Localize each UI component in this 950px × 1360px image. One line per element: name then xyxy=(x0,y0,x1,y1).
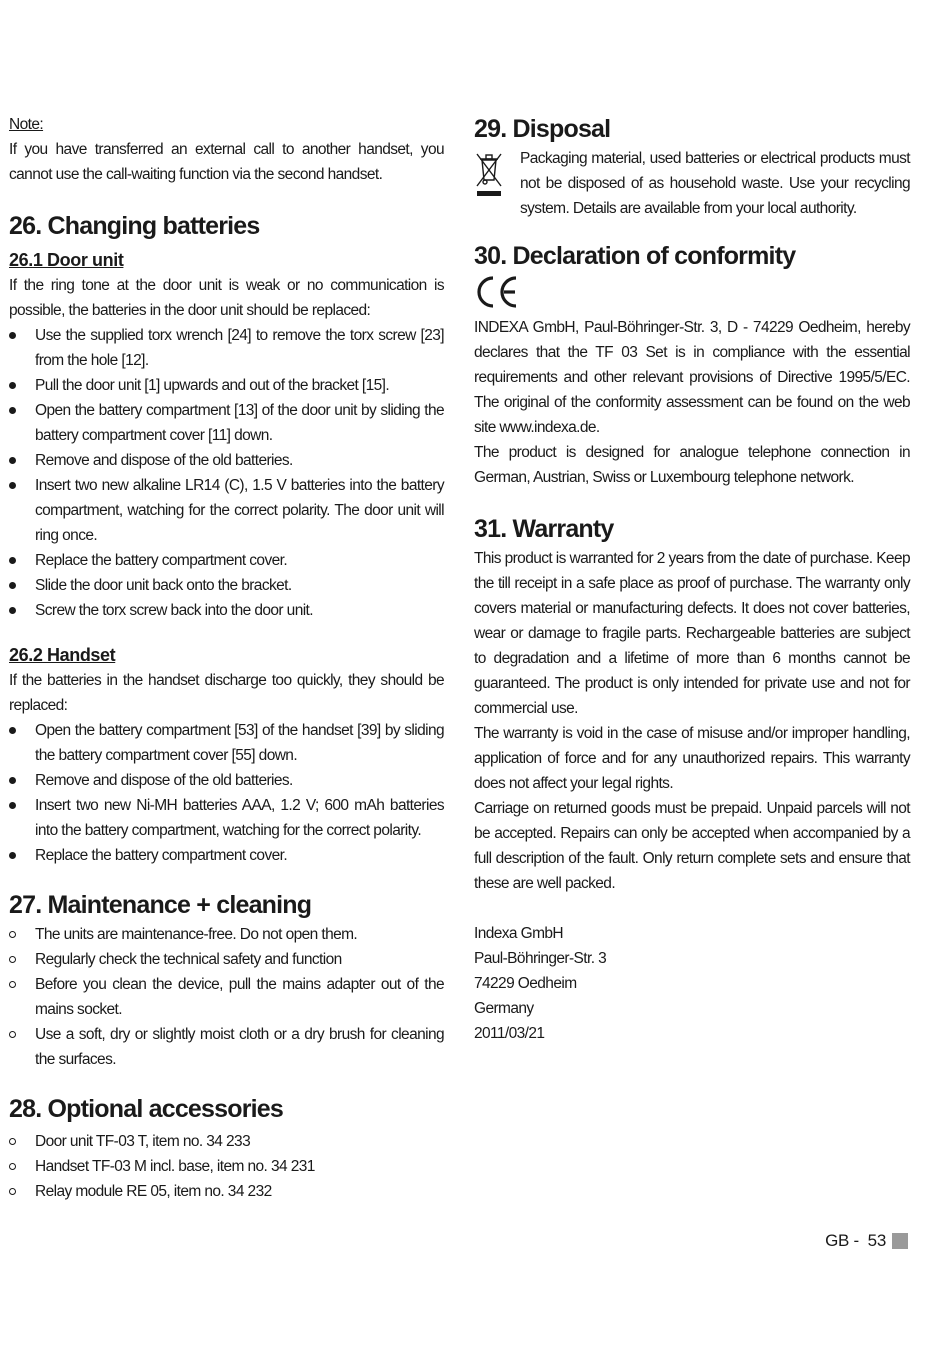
address-line: Germany xyxy=(474,1000,534,1017)
company-address xyxy=(474,921,910,1046)
list-item: The units are maintenance-free. Do not open them. xyxy=(9,922,444,947)
conformity-paragraph-1: INDEXA GmbH, Paul-Böhringer-Str. 3, D - 74229 Oedheim, hereby declares that the TF 03 Set is in compliance with the essential requirements and other relevant provisions of Directive 1995/5/EC. The original of the conformity assessment can be found on the web site www.indexa.de. xyxy=(474,319,910,436)
conformity-paragraph-2: The product is designed for analogue telephone connection in German, Austrian, Swiss or Luxembourg telephone network. xyxy=(474,444,910,486)
warranty-paragraph-1: This product is warranted for 2 years from the date of purchase. Keep the till receipt in a safe place as proof of purchase. The warranty only covers material or manufacturing defects. It does not cover batteries, wear or damage to fragile parts. Rechargeable batteries are subject to degradation and a lifetime of more than 6 months cannot be guaranteed. The product is only intended for private use and not for commercial use. xyxy=(474,550,910,717)
list-item: Screw the torx screw back into the door unit. xyxy=(9,598,444,623)
list-item: Pull the door unit [1] upwards and out of the bracket [15]. xyxy=(9,373,444,398)
section-26-1-list xyxy=(9,323,444,623)
list-item: Relay module RE 05, item no. 34 232 xyxy=(9,1179,444,1204)
list-item: Open the battery compartment [13] of the door unit by sliding the battery compartment cover [11] down. xyxy=(9,398,444,448)
section-26-2-heading: 26.2 Handset xyxy=(9,645,116,665)
warranty-paragraph-2: The warranty is void in the case of misuse and/or improper handling, application of force and for any unauthorized repairs. This warranty does not affect your legal rights. xyxy=(474,725,910,792)
page-number: GB - 53 xyxy=(825,1231,886,1250)
list-item: Insert two new Ni-MH batteries AAA, 1.2 V; 600 mAh batteries into the battery compartment, watching for the correct polarity. xyxy=(9,793,444,843)
section-26-2-intro: If the batteries in the handset discharge too quickly, they should be replaced: xyxy=(9,672,444,714)
section-26-heading: 26. Changing batteries xyxy=(9,212,260,240)
address-line: 74229 Oedheim xyxy=(474,975,577,992)
section-27-heading: 27. Maintenance + cleaning xyxy=(9,891,312,919)
list-item: Handset TF-03 M incl. base, item no. 34 231 xyxy=(9,1154,444,1179)
list-item: Remove and dispose of the old batteries. xyxy=(9,448,444,473)
disposal-text: Packaging material, used batteries or electrical products must not be disposed of as household waste. Use your recycling system. Details are available from your local authority. xyxy=(520,150,910,217)
right-column xyxy=(474,112,910,1046)
section-27-list xyxy=(9,922,444,1072)
left-column xyxy=(9,112,444,1204)
section-26-1-heading: 26.1 Door unit xyxy=(9,250,124,270)
address-line: Paul-Böhringer-Str. 3 xyxy=(474,950,607,967)
address-line: 2011/03/21 xyxy=(474,1025,545,1042)
page-marker-square xyxy=(892,1233,908,1249)
list-item: Door unit TF-03 T, item no. 34 233 xyxy=(9,1129,444,1154)
list-item: Replace the battery compartment cover. xyxy=(9,548,444,573)
crossed-out-wheelie-bin-icon xyxy=(474,150,504,198)
list-item: Before you clean the device, pull the mains adapter out of the mains socket. xyxy=(9,972,444,1022)
address-line: Indexa GmbH xyxy=(474,925,564,942)
section-28-list xyxy=(9,1129,444,1204)
section-26-1-intro: If the ring tone at the door unit is weak or no communication is possible, the batteries in the door unit should be replaced: xyxy=(9,277,444,319)
list-item: Slide the door unit back onto the bracket. xyxy=(9,573,444,598)
section-29-heading: 29. Disposal xyxy=(474,115,611,143)
section-31-heading: 31. Warranty xyxy=(474,515,614,543)
list-item: Regularly check the technical safety and function xyxy=(9,947,444,972)
note-label: Note: xyxy=(9,116,44,133)
disposal-block xyxy=(474,146,910,221)
warranty-paragraph-3: Carriage on returned goods must be prepaid. Unpaid parcels will not be accepted. Repairs can only be accepted when accompanied by a full description of the fault. Only return complete sets and ensure that these are well packed. xyxy=(474,800,910,892)
list-item: Open the battery compartment [53] of the handset [39] by sliding the battery compartment cover [55] down. xyxy=(9,718,444,768)
section-28-heading: 28. Optional accessories xyxy=(9,1095,284,1123)
list-item: Use the supplied torx wrench [24] to remove the torx screw [23] from the hole [12]. xyxy=(9,323,444,373)
list-item: Use a soft, dry or slightly moist cloth or a dry brush for cleaning the surfaces. xyxy=(9,1022,444,1072)
page-footer xyxy=(825,1231,908,1251)
ce-mark-icon xyxy=(474,275,520,309)
list-item: Insert two new alkaline LR14 (C), 1.5 V batteries into the battery compartment, watching for the correct polarity. The door unit will ring once. xyxy=(9,473,444,548)
section-26-2-list xyxy=(9,718,444,868)
list-item: Replace the battery compartment cover. xyxy=(9,843,444,868)
section-30-heading: 30. Declaration of conformity xyxy=(474,242,796,270)
list-item: Remove and dispose of the old batteries. xyxy=(9,768,444,793)
note-text: If you have transferred an external call to another handset, you cannot use the call-waiting function via the second handset. xyxy=(9,141,444,183)
